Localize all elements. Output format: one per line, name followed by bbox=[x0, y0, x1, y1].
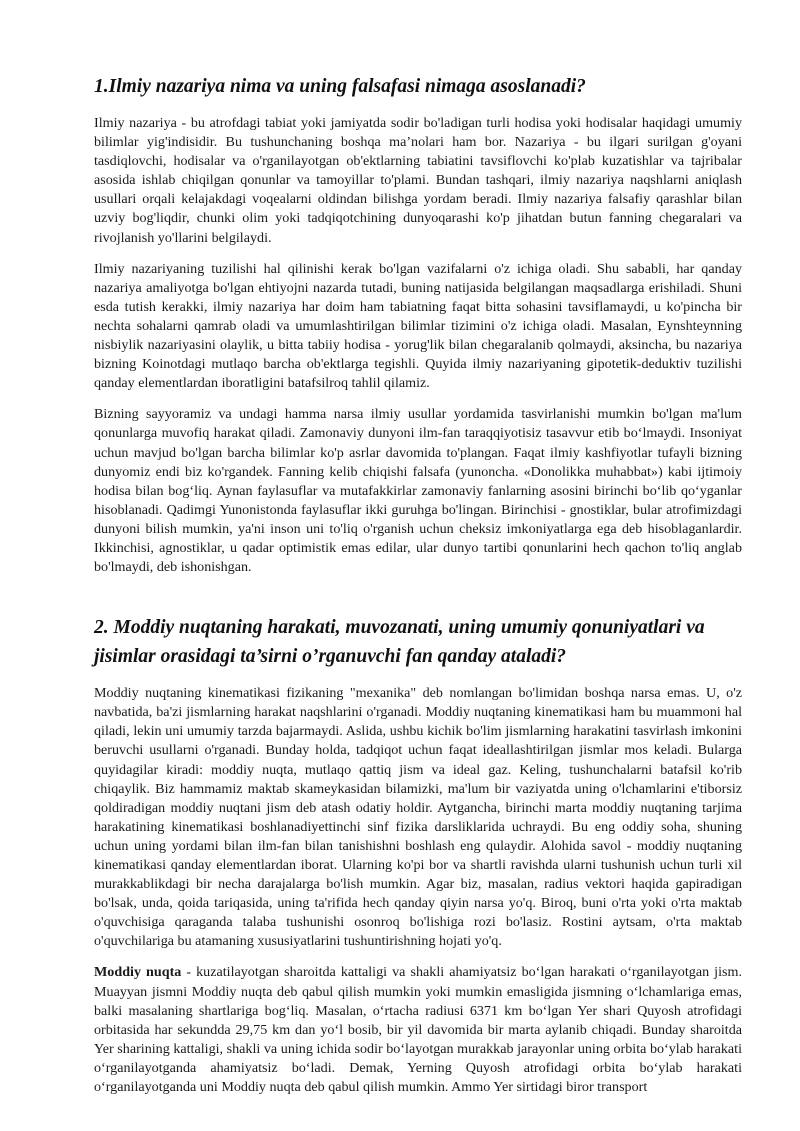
section-2-paragraph-2 bbox=[94, 963, 742, 1097]
term-moddiy-nuqta: Moddiy nuqta bbox=[94, 964, 182, 981]
section-1-paragraph-3: Bizning sayyoramiz va undagi hamma narsa ilmiy usullar yordamida tasvirlanishi mumkin bo'lgan ma'lum qonunlarga muvofiq harakat qiladi. Zamonaviy dunyoni ilm-fan taraqqiyotisiz tasavvur etib bo‘lmaydi. Insoniyat uchun mavjud bo'lgan barcha bilimlar ko'p asrlar davomida to'plangan. Faqat ilmiy kashfiyotlar tufayli bizning dunyomiz endi biz ko'rgandek. Fanning kelib chiqishi falsafa (yunoncha. «Donolikka muhabbat») kabi ijtimoiy hodisa bilan bog‘liq. Aynan faylasuflar va mutafakkirlar zamonaviy fanlarning asosini birinchi bo‘lib qo‘yganlar hisoblanadi. Qadimgi Yunonistonda faylasuflar ikki guruhga bo'lingan. Birinchisi - gnostiklar, bular atrofimizdagi dunyoni bilish mumkin, ya'ni inson uni to'liq o'rganish uchun cheksiz imkoniyatlarga ega deb hisoblaganlardir. Ikkinchisi, agnostiklar, u qadar optimistik emas edilar, ular dunyo tartibi qonunlarini hech qachon to'liq anglab bo'lmaydi, deb ishonishgan. bbox=[94, 406, 742, 576]
section-2-heading: 2. Moddiy nuqtaning harakati, muvozanati, uning umumiy qonuniyatlari va jisimlar orasidagi ta’sirni o’rganuvchi fan qanday ataladi? bbox=[94, 617, 705, 668]
section-1-heading: 1.Ilmiy nazariya nima va uning falsafasi nimaga asoslanadi? bbox=[94, 76, 586, 97]
section-1-paragraph-1: Ilmiy nazariya - bu atrofdagi tabiat yoki jamiyatda sodir bo'ladigan turli hodisa yoki hodisalar haqidagi umumiy bilimlar yig'indisidir. Bu tushunchaning boshqa ma’nolari ham bor. Nazariya - bu ilgari surilgan g'oyani tasdiqlovchi, hodisalar va o'rganilayotgan ob'ektlarning tabiatini tavsiflovchi ko'plab kuzatishlar va tajribalar asosida ishlab chiqilgan qonunlar va tamoyillar to'plami. Bundan tashqari, ilmiy nazariya naqshlarni aniqlash usullari orqali kelajakdagi voqealarni oldindan bilishga yordam beradi. Ilmiy nazariya falsafiy qarashlar bilan uzviy bog'liqdir, chunki olim yoki tadqiqotchining dunyoqarashi ko'p jihatdan butun fanning chegaralari va rivojlanish yo'llarini belgilaydi. bbox=[94, 115, 742, 246]
section-2-paragraph-2-text: - kuzatilayotgan sharoitda kattaligi va shakli ahamiyatsiz bo‘lgan harakati o‘rganilayotgan jism. Muayyan jismni Moddiy nuqta deb qabul qilish mumkin yoki mumkin emasligida jismning o‘lchamlariga emas, balki masalaning shartlariga bog‘liq. Masalan, o‘rtacha radiusi 6371 km bo‘lgan Yer shari Quyosh atrofidagi orbitasida har sekundda 29,75 km dan yo‘l bosib, bir yil davomida bir marta aylanib chiqadi. Bunday sharoitda Yer sharining kattaligi, shakli va uning ichida sodir bo‘layotgan murakkab jarayonlar uning orbita bo‘ylab harakati o‘rganilayotganda ahamiyatsiz bo‘ladi. Demak, Yerning Quyosh atrofidagi orbita bo‘ylab harakati o‘rganilayotganda uni Moddiy nuqta deb qabul qilish mumkin. Ammo Yer sirtidagi biror transport bbox=[94, 964, 742, 1096]
section-2-paragraph-1: Moddiy nuqtaning kinematikasi fizikaning "mexanika" deb nomlangan bo'limidan boshqa narsa emas. U, o'z navbatida, ba'zi jismlarning harakat naqshlarini o'rganadi. Moddiy nuqtaning kinematikasi ham bu muammoni hal qiladi, lekin uni umumiy tarzda bajarmaydi. Aslida, ushbu kichik bo'lim jismlarning harakatini tasvirlash imkonini beruvchi usullarni o'rganadi. Bunday holda, tadqiqot uchun faqat ideallashtirilgan jismlar mos keladi. Bularga quyidagilar kiradi: moddiy nuqta, mutlaqo qattiq jism va ideal gaz. Keling, tushunchalarni batafsil ko'rib chiqaylik. Biz hammamiz maktab skameykasidan bilamizki, ma'lum bir vaziyatda uning o'lchamlarini e'tiborsiz qoldiradigan moddiy nuqtani jism deb atash odatiy holdir. Aytgancha, birinchi marta moddiy nuqtaning tarjima harakatining kinematikasi boshlanadiyettinchi sinf fizika darsliklarida uchraydi. Bu eng oddiy soha, shuning uchun uning yordami bilan ilm-fan bilan tanishishni boshlash eng qulaydir. Alohida savol - moddiy nuqtaning kinematikasi qanday elementlardan iborat. Ularning ko'pi bor va shartli ravishda ularni tushunish uchun turli xil murakkablikdagi bir necha darajalarga bo'lish mumkin. Agar biz, masalan, radius vektori haqida gapiradigan bo'lsak, unda, qoida tariqasida, uning ta'rifida hech qanday qiyin narsa yo'q. Biroq, buni o'rta yoki o'rta maktab o'quvchisiga qaraganda talaba tushunishi osonroq bo'lishiga rozi bo'lasiz. Rostini aytsam, o'rta maktab o'quvchilariga bu atamaning xususiyatlarini tushuntirishning hojati yo'q. bbox=[94, 685, 742, 950]
section-1-paragraph-2: Ilmiy nazariyaning tuzilishi hal qilinishi kerak bo'lgan vazifalarni o'z ichiga oladi. Shu sababli, har qanday nazariya amaliyotga bo'lgan ehtiyojni nazarda tutadi, buning natijasida belgilangan maqsadlarga erishiladi. Shuni esda tutish kerakki, ilmiy nazariya har doim ham tabiatning faqat bitta sohasini tavsiflamaydi, u ko'pincha bir nechta sohalarni qamrab oladi va umumlashtirilgan bilimlar tizimini o'z ichiga oladi. Masalan, Eynshteynning nisbiylik nazariyasini olaylik, u bitta tabiiy hodisa - yorug'lik bilan chegaralanib qolmaydi, aksincha, bu nazariya bizning Koinotdagi mutlaqo barcha ob'ektlarga tegishli. Quyida ilmiy nazariyaning gipotetik-deduktiv tuzilishi qanday elementlardan iboratligini batafsilroq tahlil qilamiz. bbox=[94, 260, 742, 392]
